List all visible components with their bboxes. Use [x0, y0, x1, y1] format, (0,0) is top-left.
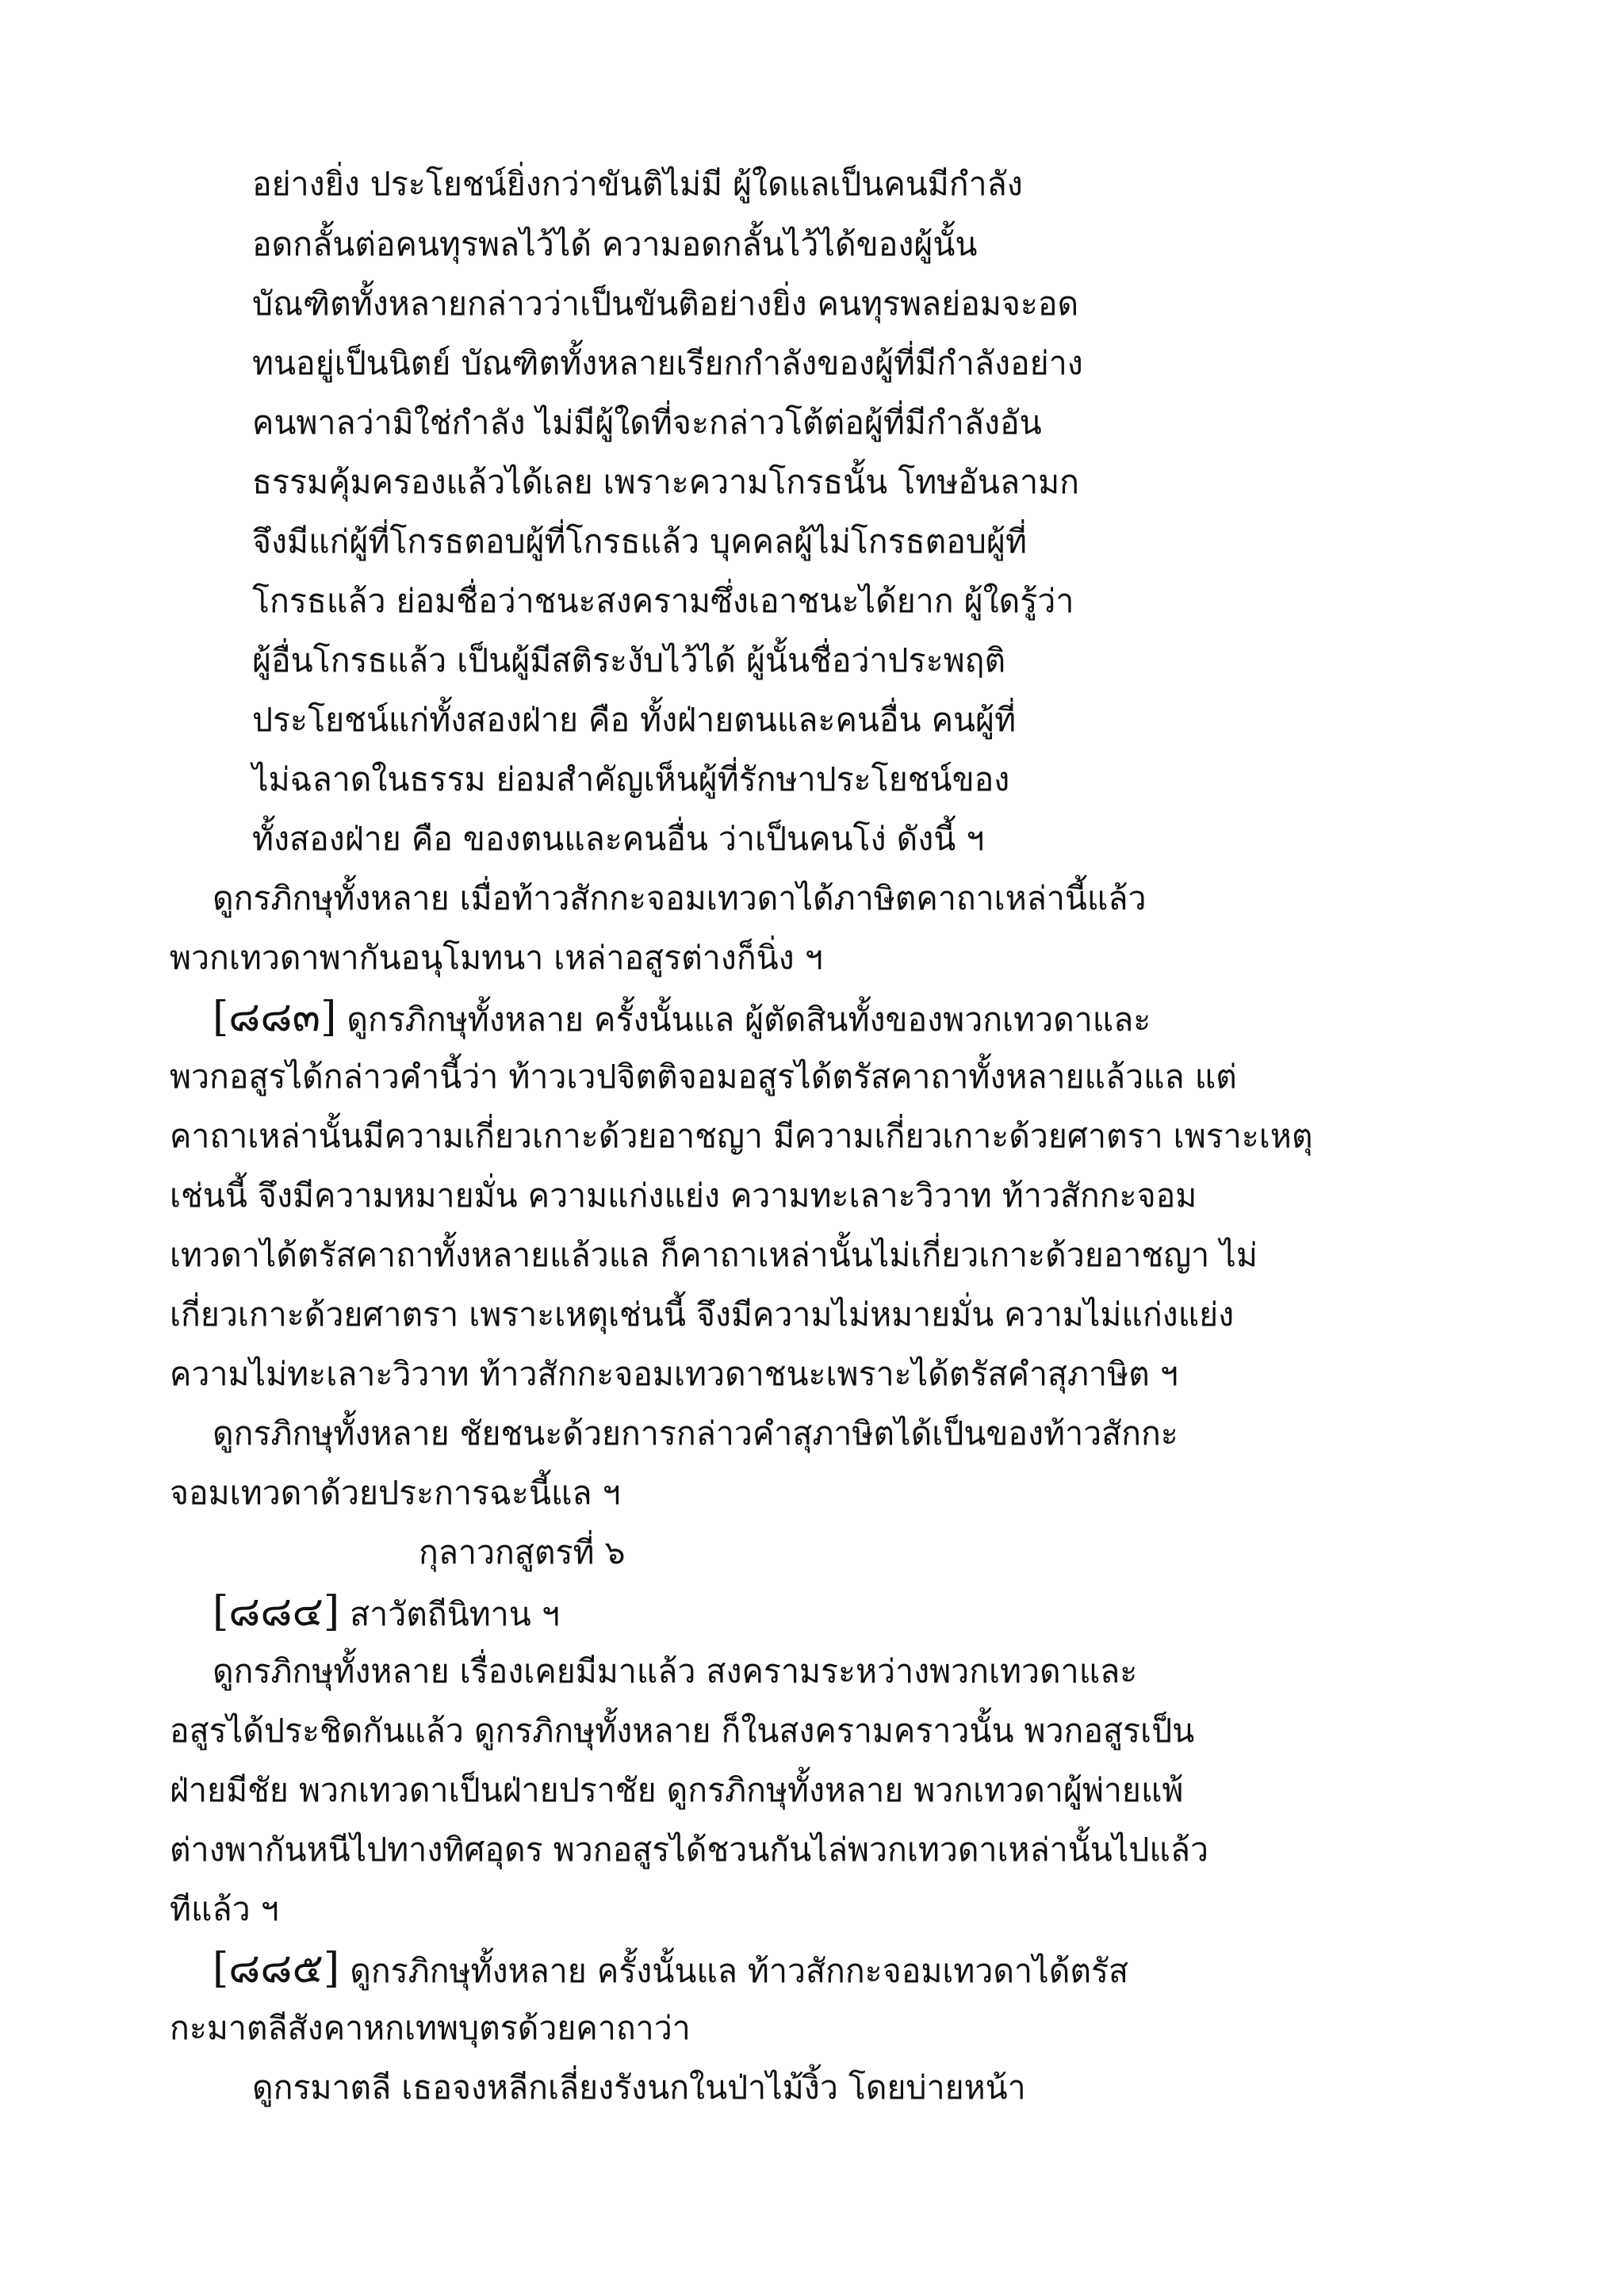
paragraph-line: พวกอสูรได้กล่าวคำนี้ว่า ท้าวเวปจิตติจอมอสูรได้ตรัสคาถาทั้งหลายแล้วแล แต่ [170, 1058, 1237, 1096]
paragraph-text: ดูกรภิกษุทั้งหลาย ครั้งนั้นแล ท้าวสักกะจอมเทวดาได้ตรัส [339, 1952, 1129, 1990]
paragraph-line: ความไม่ทะเลาะวิวาท ท้าวสักกะจอมเทวดาชนะเพราะได้ตรัสคำสุภาษิต ฯ [170, 1355, 1178, 1393]
paragraph-line: อสูรได้ประชิดกันแล้ว ดูกรภิกษุทั้งหลาย ก็ในสงครามคราวนั้น พวกอสูรเป็น [170, 1712, 1195, 1750]
paragraph-line: ทีแล้ว ฯ [170, 1890, 279, 1928]
verse-line: โกรธแล้ว ย่อมชื่อว่าชนะสงครามซึ่งเอาชนะได้ยาก ผู้ใดรู้ว่า [252, 582, 1074, 620]
paragraph-line: ดูกรภิกษุทั้งหลาย เมื่อท้าวสักกะจอมเทวดาได้ภาษิตคาถาเหล่านี้แล้ว [213, 879, 1147, 917]
paragraph-line: จอมเทวดาด้วยประการฉะนี้แล ฯ [170, 1474, 621, 1512]
paragraph-line: เทวดาได้ตรัสคาถาทั้งหลายแล้วแล ก็คาถาเหล่านั้นไม่เกี่ยวเกาะด้วยอาชญา ไม่ [170, 1236, 1258, 1274]
paragraph-line [213, 993, 1151, 1041]
verse-line: ไม่ฉลาดในธรรม ย่อมสำคัญเห็นผู้ที่รักษาประโยชน์ของ [252, 760, 1010, 798]
verse-line: ดูกรมาตลี เธอจงหลีกเลี่ยงรังนกในป่าไม้งิ้ว โดยบ่ายหน้า [252, 2068, 1026, 2107]
paragraph-line: ดูกรภิกษุทั้งหลาย ชัยชนะด้วยการกล่าวคำสุภาษิตได้เป็นของท้าวสักกะ [213, 1414, 1178, 1452]
verse-line: อย่างยิ่ง ประโยชน์ยิ่งกว่าขันติไม่มี ผู้ใดแลเป็นคนมีกำลัง [252, 165, 1023, 203]
verse-line: ธรรมคุ้มครองแล้วได้เลย เพราะความโกรธนั้น โทษอันลามก [252, 463, 1079, 501]
paragraph-number: [๘๘๓] [213, 993, 337, 1041]
paragraph-line [213, 1588, 560, 1636]
verse-line: ทั้งสองฝ่าย คือ ของตนและคนอื่น ว่าเป็นคนโง่ ดังนี้ ฯ [252, 820, 985, 858]
paragraph-line: คาถาเหล่านั้นมีความเกี่ยวเกาะด้วยอาชญา มีความเกี่ยวเกาะด้วยศาตรา เพราะเหตุ [170, 1117, 1313, 1155]
paragraph-line: เช่นนี้ จึงมีความหมายมั่น ความแก่งแย่ง ความทะเลาะวิวาท ท้าวสักกะจอม [170, 1177, 1197, 1215]
verse-line: อดกลั้นต่อคนทุรพลไว้ได้ ความอดกลั้นไว้ได้ของผู้นั้น [252, 225, 978, 263]
paragraph-line: พวกเทวดาพากันอนุโมทนา เหล่าอสูรต่างก็นิ่ง ฯ [170, 939, 823, 977]
verse-line: คนพาลว่ามิใช่กำลัง ไม่มีผู้ใดที่จะกล่าวโต้ต่อผู้ที่มีกำลังอัน [252, 404, 1042, 442]
verse-line: ทนอยู่เป็นนิตย์ บัณฑิตทั้งหลายเรียกกำลังของผู้ที่มีกำลังอย่าง [252, 344, 1083, 382]
verse-line: บัณฑิตทั้งหลายกล่าวว่าเป็นขันติอย่างยิ่ง คนทุรพลย่อมจะอด [252, 285, 1079, 323]
verse-line: ผู้อื่นโกรธแล้ว เป็นผู้มีสติระงับไว้ได้ ผู้นั้นชื่อว่าประพฤติ [252, 641, 1006, 679]
paragraph-line: กะมาตลีสังคาหกเทพบุตรด้วยคาถาว่า [170, 2009, 691, 2047]
paragraph-number: [๘๘๔] [213, 1588, 340, 1636]
verse-line: จึงมีแก่ผู้ที่โกรธตอบผู้ที่โกรธแล้ว บุคคลผู้ไม่โกรธตอบผู้ที่ [252, 522, 1027, 561]
paragraph-line: เกี่ยวเกาะด้วยศาตรา เพราะเหตุเช่นนี้ จึงมีความไม่หมายมั่น ความไม่แก่งแย่ง [170, 1295, 1235, 1334]
paragraph-line: ฝ่ายมีชัย พวกเทวดาเป็นฝ่ายปราชัย ดูกรภิกษุทั้งหลาย พวกเทวดาผู้พ่ายแพ้ [170, 1771, 1184, 1809]
verse-line: ประโยชน์แก่ทั้งสองฝ่าย คือ ทั้งฝ่ายตนและคนอื่น คนผู้ที่ [252, 701, 1017, 739]
sutta-title: กุลาวกสูตรที่ ๖ [419, 1533, 626, 1571]
paragraph-line: ต่างพากันหนีไปทางทิศอุดร พวกอสูรได้ชวนกันไล่พวกเทวดาเหล่านั้นไปแล้ว [170, 1831, 1208, 1869]
paragraph-line [213, 1945, 1129, 1992]
paragraph-text: ดูกรภิกษุทั้งหลาย ครั้งนั้นแล ผู้ตัดสินทั้งของพวกเทวดาและ [336, 1001, 1151, 1039]
paragraph-number: [๘๘๕] [213, 1945, 340, 1992]
paragraph-text: สาวัตถีนิทาน ฯ [339, 1595, 560, 1633]
paragraph-line: ดูกรภิกษุทั้งหลาย เรื่องเคยมีมาแล้ว สงครามระหว่างพวกเทวดาและ [213, 1652, 1138, 1690]
